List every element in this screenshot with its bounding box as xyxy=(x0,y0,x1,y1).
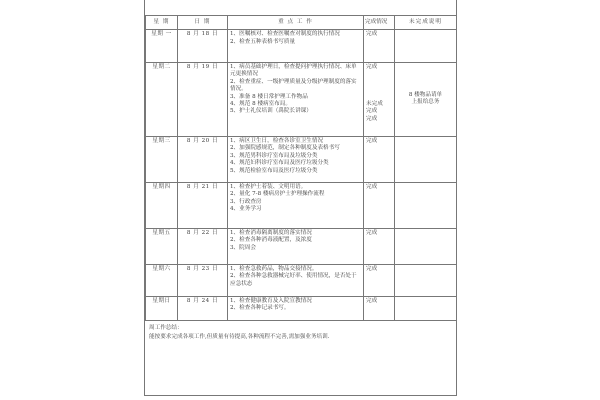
table-row xyxy=(146,183,457,229)
status-item: 完成 xyxy=(366,31,378,38)
work-item: 2、量化 7-8 楼病房护士护理操作流程 xyxy=(230,191,325,198)
work-item: 2、检查各种消毒液配置，及浓度 xyxy=(230,237,312,244)
status-item xyxy=(366,94,392,101)
work-item: 1、检查健康教育及入院宣教情况 xyxy=(230,298,312,305)
note-cell xyxy=(395,183,457,229)
day-cell: 星期六 xyxy=(146,265,178,297)
header-date: 日 期 xyxy=(178,16,228,30)
day-cell: 星期二 xyxy=(146,63,178,137)
status-item: 完成 xyxy=(366,108,378,115)
work-item: 5、规范检验室布局及医疗垃圾分类 xyxy=(230,167,318,174)
table-row xyxy=(146,63,457,137)
status-cell xyxy=(364,30,395,63)
table-header-row xyxy=(146,16,457,30)
work-item: 3、院周会 xyxy=(230,244,256,251)
date-cell: 8 月 20 日 xyxy=(178,137,228,183)
header-work: 重 点 工 作 xyxy=(228,16,364,30)
work-item: 3、准备 8 楼日常护理工作物品 xyxy=(230,93,308,100)
note-cell xyxy=(395,63,457,137)
day-cell: 星期日 xyxy=(146,297,178,321)
day-cell: 星期 一 xyxy=(146,30,178,63)
work-item: 3、行政查房 xyxy=(230,198,262,205)
note-cell xyxy=(395,297,457,321)
status-cell xyxy=(364,229,395,265)
work-cell xyxy=(228,229,364,265)
status-item xyxy=(366,39,392,46)
table-row xyxy=(146,137,457,183)
work-item: 2、检查各种记录书写。 xyxy=(230,305,290,312)
status-item xyxy=(366,86,392,93)
work-item: 2、检查重症、一级护理质量及分级护理制度的落实情况。 xyxy=(230,78,357,93)
work-item: 1、病区卫生日，检查各诊室卫生情况 xyxy=(230,138,324,145)
work-cell xyxy=(228,265,364,297)
status-item: 完成 xyxy=(366,266,378,273)
work-item: 1、检查急救药品，物品交接情况。 xyxy=(230,266,318,273)
status-item xyxy=(366,79,392,86)
work-item: 2、加强院感规范，制定各种制度及表格书写 xyxy=(230,145,340,152)
status-item: 完成 xyxy=(366,184,378,191)
work-cell xyxy=(228,297,364,321)
status-item: 完成 xyxy=(366,230,378,237)
status-item xyxy=(366,71,392,78)
table-row xyxy=(146,30,457,63)
work-cell xyxy=(228,183,364,229)
work-item: 1、病员基础护理日，检查提问护理执行情况、床单元更换情况 xyxy=(230,64,357,78)
status-cell xyxy=(364,137,395,183)
note-item: 8 楼物品请单 xyxy=(408,92,443,99)
table-row xyxy=(146,297,457,321)
status-cell xyxy=(364,265,395,297)
note-cell xyxy=(395,265,457,297)
work-item: 2、检查各种急救器械完好率、使用情况，是否处于应急状态 xyxy=(230,273,357,287)
work-item: 1、检查护士着装、文明用语。 xyxy=(230,184,307,191)
work-item: 4、业务学习 xyxy=(230,206,262,213)
date-cell: 8 月 21 日 xyxy=(178,183,228,229)
date-cell: 8 月 24 日 xyxy=(178,297,228,321)
status-item: 完成 xyxy=(366,138,378,145)
status-item: 完成 xyxy=(366,64,378,71)
table-row xyxy=(146,229,457,265)
work-item: 2、检查五种表格书写质量 xyxy=(230,38,296,45)
status-item: 完成 xyxy=(366,115,378,122)
work-item: 4、规范 8 楼病室布局。 xyxy=(230,101,292,108)
status-item: 未完成 xyxy=(366,101,383,108)
date-cell: 8 月 22 日 xyxy=(178,229,228,265)
status-item xyxy=(366,54,392,61)
note-cell xyxy=(395,30,457,63)
header-day: 星 期 xyxy=(146,16,178,30)
note-cell xyxy=(395,137,457,183)
status-item xyxy=(366,46,392,53)
header-status: 完成情况 xyxy=(364,16,395,30)
work-item: 3、规范男科诊疗室布局及垃圾分类 xyxy=(230,152,318,159)
work-cell xyxy=(228,30,364,63)
note-cell xyxy=(395,229,457,265)
day-cell: 星期三 xyxy=(146,137,178,183)
weekly-summary xyxy=(149,324,453,341)
date-cell: 8 月 23 日 xyxy=(178,265,228,297)
status-cell xyxy=(364,63,395,137)
date-cell: 8 月 18 日 xyxy=(178,30,228,63)
day-cell: 星期五 xyxy=(146,229,178,265)
day-cell: 星期四 xyxy=(146,183,178,229)
weekly-work-table xyxy=(145,15,457,321)
status-item: 完成 xyxy=(366,298,378,305)
work-item: 1、医嘱核对、检查医嘱查对制度的执行情况 xyxy=(230,31,340,38)
summary-title: 周工作总结： xyxy=(149,325,183,331)
work-item: 5、护士礼仪培训（禹院长讲课） xyxy=(230,108,312,115)
work-cell xyxy=(228,137,364,183)
note-item: 上报给总务 xyxy=(411,99,440,106)
table-row xyxy=(146,265,457,297)
work-item: 1、检查消毒隔离制度的落实情况 xyxy=(230,230,312,237)
summary-text: 能按要求完成各项工作,但质量有待提高,各种流程不完善,需加强业务培训. xyxy=(149,333,330,340)
date-cell: 8 月 19 日 xyxy=(178,63,228,137)
status-cell xyxy=(364,183,395,229)
work-cell xyxy=(228,63,364,137)
weekly-work-plan-sheet xyxy=(144,0,457,396)
work-item: 4、规范妇科诊疗室布局及医疗垃圾分类 xyxy=(230,160,329,167)
header-note: 未完成说明 xyxy=(395,16,457,30)
status-cell xyxy=(364,297,395,321)
